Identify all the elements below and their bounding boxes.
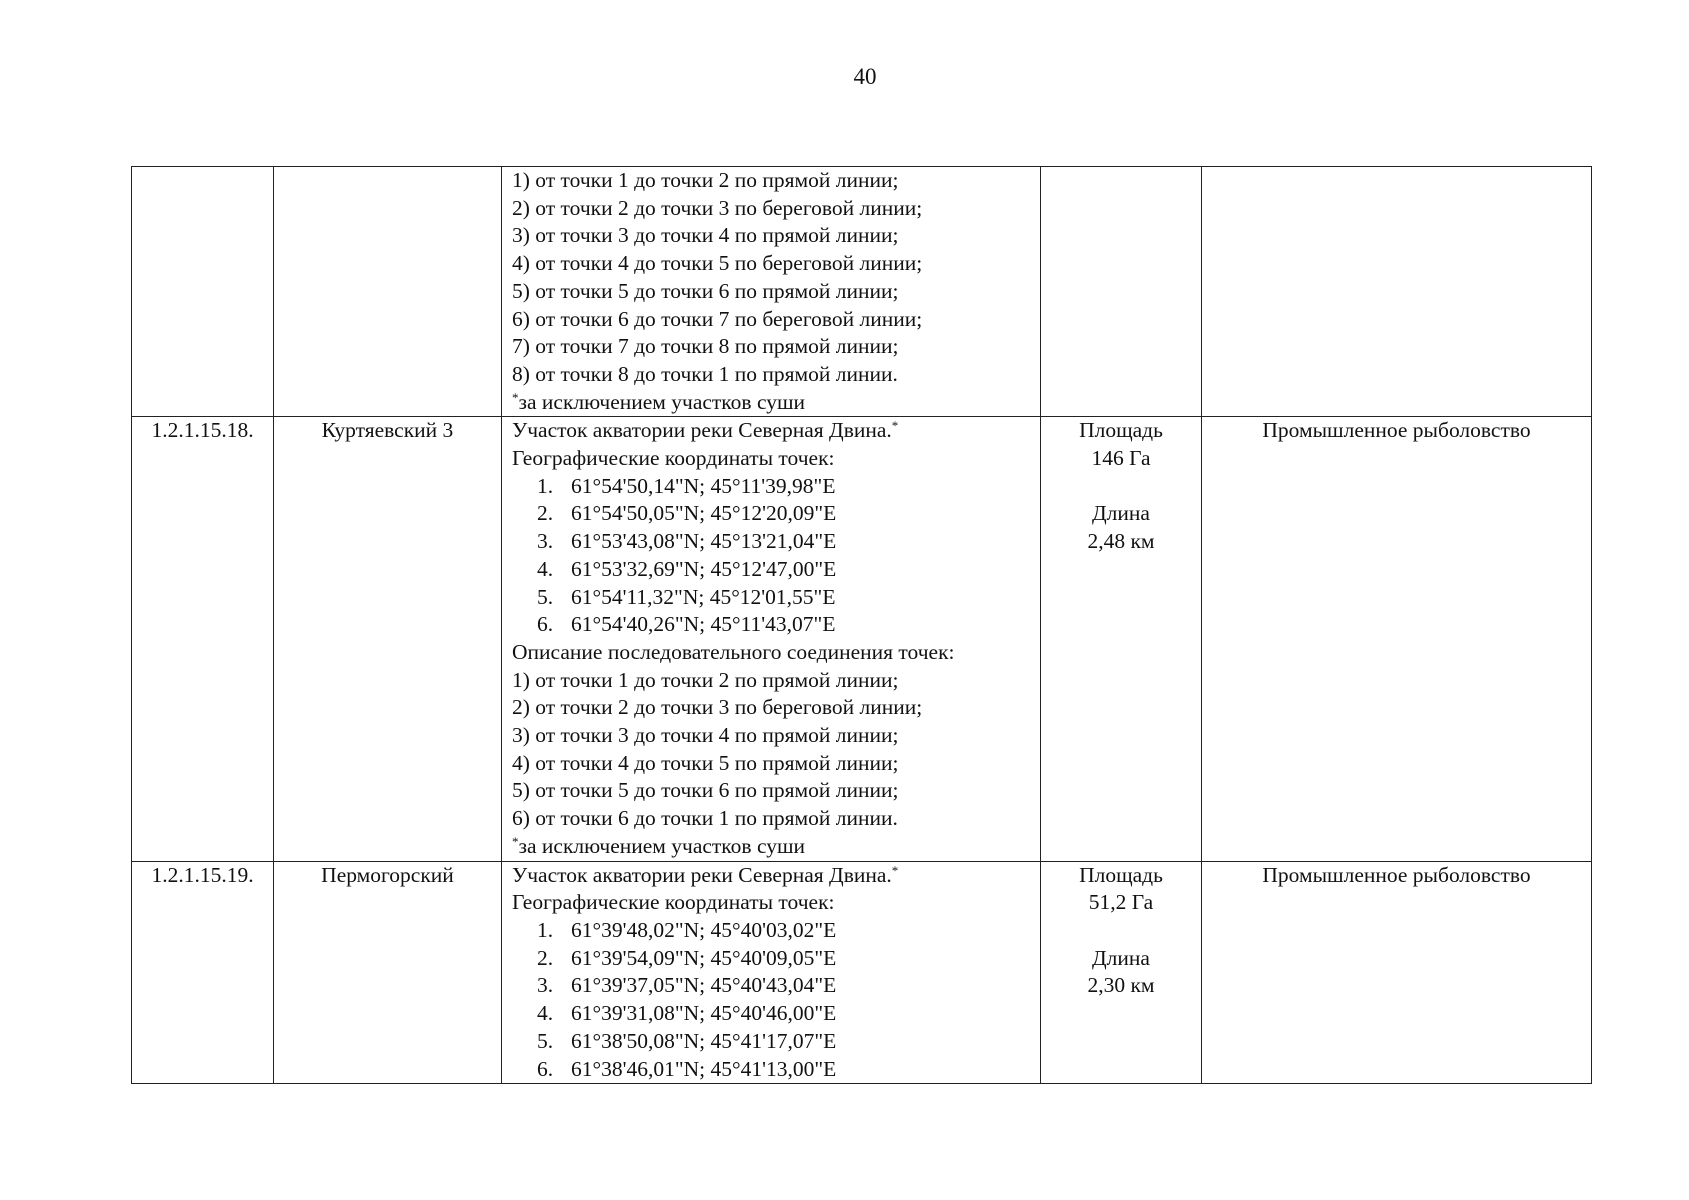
length-label: Длина [1092, 945, 1150, 970]
footnote [512, 833, 1030, 861]
row-size [1041, 417, 1202, 861]
connection-line: 6) от точки 6 до точки 1 по прямой линии. [512, 806, 898, 831]
coordinate-point: 6. 61°38'46,01"N; 45°41'13,00"E [537, 1056, 837, 1081]
length-value: 2,30 км [1087, 973, 1155, 998]
description-title: Участок акватории реки Северная Двина.* [512, 862, 899, 887]
table-row [132, 417, 1592, 861]
row-use [1202, 167, 1592, 417]
footnote-text: за исключением участков суши [518, 389, 806, 414]
coordinate-point: 6. 61°54'40,26"N; 45°11'43,07"E [537, 612, 836, 637]
connection-line: 2) от точки 2 до точки 3 по береговой линии; [512, 695, 923, 720]
fishing-areas-table [131, 166, 1592, 1084]
coordinate-point: 1. 61°39'48,02"N; 45°40'03,02"E [537, 917, 837, 942]
connection-line: 1) от точки 1 до точки 2 по прямой линии; [512, 168, 899, 192]
table-row [132, 167, 1592, 417]
area-value: 51,2 Га [1088, 890, 1154, 915]
coords-heading: Географические координаты точек: [512, 890, 835, 915]
row-code [132, 167, 274, 417]
coordinate-point: 3. 61°53'43,08"N; 45°13'21,04"E [537, 529, 837, 554]
coordinate-point: 2. 61°54'50,05"N; 45°12'20,09"E [537, 501, 837, 526]
area-label: Площадь [1079, 418, 1163, 443]
connections-heading: Описание последовательного соединения точек: [512, 639, 955, 664]
coordinate-point: 4. 61°53'32,69"N; 45°12'47,00"E [537, 556, 837, 581]
row-code: 1.2.1.15.18. [132, 417, 274, 861]
coordinate-point: 5. 61°54'11,32"N; 45°12'01,55"E [537, 584, 836, 609]
connection-line: 1) от точки 1 до точки 2 по прямой линии; [512, 667, 899, 692]
coordinate-point: 3. 61°39'37,05"N; 45°40'43,04"E [537, 973, 837, 998]
connection-line: 2) от точки 2 до точки 3 по береговой линии; [512, 195, 923, 220]
row-name: Куртяевский 3 [274, 417, 502, 861]
area-label: Площадь [1079, 862, 1163, 887]
connection-line: 6) от точки 6 до точки 7 по береговой линии; [512, 306, 923, 331]
coordinate-point: 5. 61°38'50,08"N; 45°41'17,07"E [537, 1028, 837, 1053]
connection-line: 4) от точки 4 до точки 5 по береговой линии; [512, 251, 923, 276]
row-description [502, 861, 1041, 1084]
area-value: 146 Га [1091, 446, 1151, 471]
row-size [1041, 167, 1202, 417]
connection-line: 8) от точки 8 до точки 1 по прямой линии. [512, 361, 898, 386]
connection-line: 5) от точки 5 до точки 6 по прямой линии; [512, 778, 899, 803]
description-title: Участок акватории реки Северная Двина.* [512, 418, 899, 443]
footnote-mark: * [512, 833, 519, 849]
coordinate-point: 1. 61°54'50,14"N; 45°11'39,98"E [537, 473, 836, 498]
row-description [502, 167, 1041, 417]
connection-line: 5) от точки 5 до точки 6 по прямой линии; [512, 278, 899, 303]
row-name [274, 167, 502, 417]
row-use: Промышленное рыболовство [1202, 417, 1592, 861]
row-name: Пермогорский [274, 861, 502, 1084]
row-description [502, 417, 1041, 861]
spacer [1051, 473, 1191, 501]
length-label: Длина [1092, 501, 1150, 526]
spacer [1051, 917, 1191, 945]
connection-line: 3) от точки 3 до точки 4 по прямой линии; [512, 223, 899, 248]
coords-heading: Географические координаты точек: [512, 446, 835, 471]
footnote-text: за исключением участков суши [518, 833, 806, 858]
connection-line: 4) от точки 4 до точки 5 по прямой линии; [512, 750, 899, 775]
footnote-mark: * [891, 418, 899, 434]
length-value: 2,48 км [1087, 529, 1155, 554]
footnote-mark: * [891, 862, 899, 878]
row-size [1041, 861, 1202, 1084]
connection-line: 3) от точки 3 до точки 4 по прямой линии; [512, 723, 899, 748]
connection-line: 7) от точки 7 до точки 8 по прямой линии; [512, 334, 899, 359]
coordinate-point: 2. 61°39'54,09"N; 45°40'09,05"E [537, 945, 837, 970]
row-use: Промышленное рыболовство [1202, 861, 1592, 1084]
footnote-mark: * [512, 389, 519, 405]
page-number: 40 [853, 64, 877, 89]
coordinate-point: 4. 61°39'31,08"N; 45°40'46,00"E [537, 1001, 837, 1026]
row-code: 1.2.1.15.19. [132, 861, 274, 1084]
table-row [132, 861, 1592, 1084]
footnote [512, 389, 1030, 417]
